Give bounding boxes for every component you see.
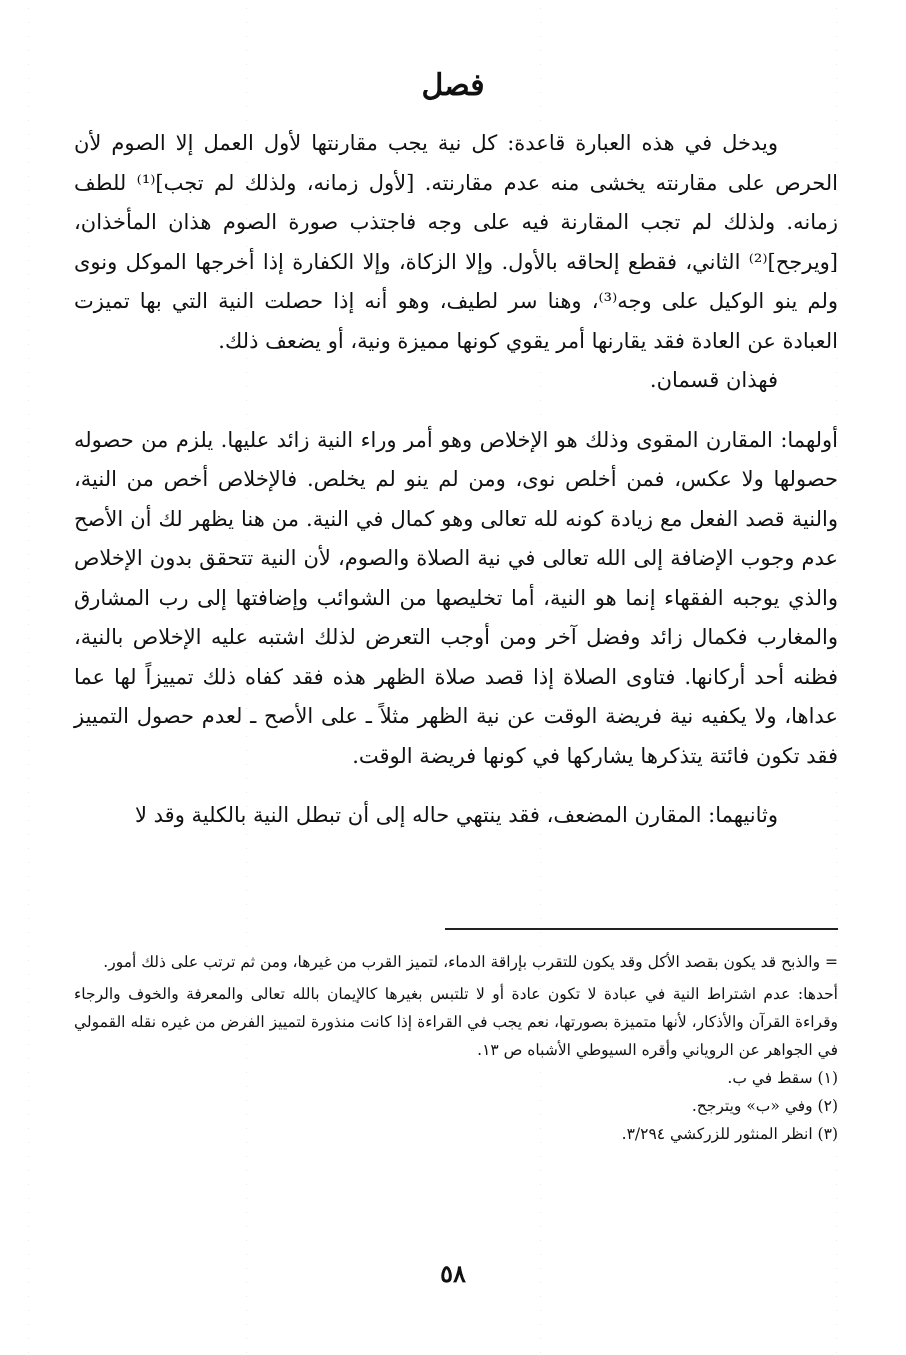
footnote-continuation: = والذبح قد يكون بقصد الأكل وقد يكون للتقرب بإراقة الدماء، لتميز القرب من غيرها، ومن ثم ترتب على ذلك أمور. (103, 953, 838, 971)
section-title: فصل (421, 68, 485, 103)
paragraph-two-types: فهذان قسمان. (649, 368, 778, 392)
main-text (74, 124, 838, 836)
footnote-2: (٢) وفي «ب» ويترجح. (691, 1097, 838, 1115)
paragraph-second-type: وثانيهما: المقارن المضعف، فقد ينتهي حاله إلى أن تبطل النية بالكلية وقد لا (134, 803, 778, 827)
footnotes (74, 948, 838, 1148)
footnote-3: (٣) انظر المنثور للزركشي ٣/٢٩٤. (621, 1125, 838, 1143)
footnote-separator (445, 928, 838, 930)
footnote-1: (١) سقط في ب. (727, 1069, 838, 1087)
footnote-continuation-2: أحدها: عدم اشتراط النية في عبادة لا تكون عادة أو لا تلتبس بغيرها كالإيمان بالله تعالى والمعرفة والخوف والرجاء وقراءة القرآن والأذكار، لأنها متميزة بصورتها، نعم يجب في القراءة إذا كانت منذورة لتمييز الفرض من غيره نقله القمولي في الجواهر عن الروياني وأقره السيوطي الأشباه ص ١٣. (74, 985, 838, 1059)
paragraph-first-type: أولهما: المقارن المقوى وذلك هو الإخلاص وهو أمر وراء النية زائد عليها. يلزم من حصوله حصولها ولا عكس، فمن أخلص نوى، ومن لم ينو لم يخلص. فالإخلاص أخص من النية، والنية قصد الفعل مع زيادة كونه لله تعالى وهو كمال في النية. من هنا يظهر لك أن الأصح عدم وجوب الإضافة إلى الله تعالى في نية الصلاة والصوم، لأن النية تتحقق بدون الإخلاص والذي يوجبه الفقهاء إنما هو النية، أما تخليصها من الشوائب وإضافتها إلى رب المشارق والمغارب فكمال زائد وفضل آخر ومن أوجب التعرض لذلك اشتبه عليه الإخلاص بالنية، فظنه أحد أركانها. فتاوى الصلاة إذا قصد صلاة الظهر هذه فقد كفاه ذلك تمييزاً لها عما عداها، ولا يكفيه نية فريضة الوقت عن نية الظهر مثلاً ـ على الأصح ـ لعدم حصول التمييز فقد تكون فائتة يتذكرها يشاركها في كونها فريضة الوقت. (74, 427, 838, 768)
page-number: ٥٨ (440, 1259, 466, 1288)
paragraph-intro: ويدخل في هذه العبارة قاعدة: كل نية يجب مقارنتها لأول العمل إلا الصوم لأن الحرص على مقارنته يخشى منه عدم مقارنته. [لأول زمانه، ولذلك لم تجب]⁽¹⁾ للطف زمانه. ولذلك لم تجب المقارنة فيه على وجه فاجتذب صورة الصوم هذان المأخذان، [ويرجح]⁽²⁾ الثاني، فقطع إلحاقه بالأول. وإلا الزكاة، وإلا الكفارة إذا أخرجها الموكل ونوى ولم ينو الوكيل على وجه⁽³⁾، وهنا سر لطيف، وهو أنه إذا حصلت النية التي بها تميزت العبادة عن العادة فقد يقارنها أمر يقوي كونها مميزة ونية، أو يضعف ذلك. (74, 131, 839, 353)
